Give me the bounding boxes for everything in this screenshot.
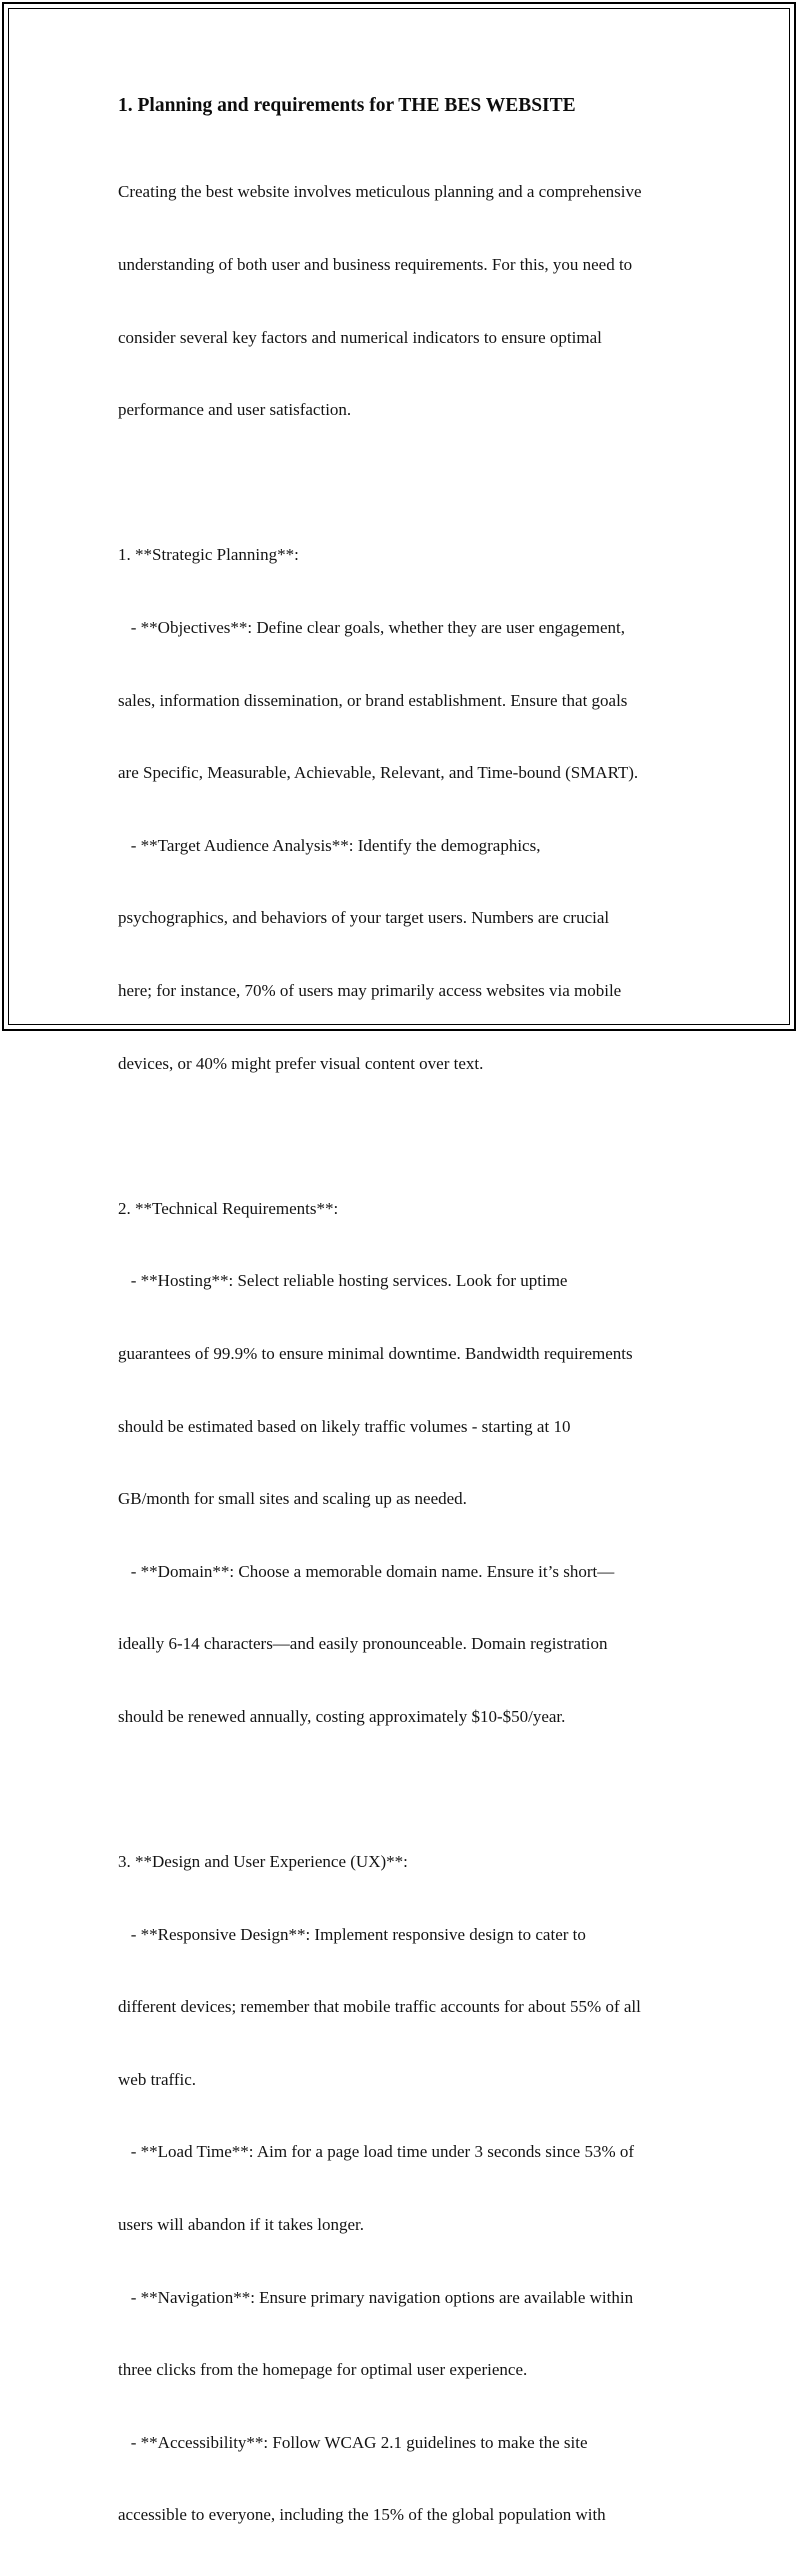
document-body	[118, 94, 708, 2576]
section-heading-design-ux: 3. **Design and User Experience (UX)**:	[118, 1852, 408, 1872]
section-heading-strategic-planning: 1. **Strategic Planning**:	[118, 545, 299, 565]
text-line: devices, or 40% might prefer visual content over text.	[118, 1053, 484, 1073]
text-line: - **Target Audience Analysis**: Identify the demographics,	[118, 835, 541, 855]
text-line: consider several key factors and numerical indicators to ensure optimal	[118, 327, 602, 347]
text-line: Creating the best website involves meticulous planning and a comprehensive	[118, 182, 642, 202]
text-line: - **Objectives**: Define clear goals, whether they are user engagement,	[118, 617, 625, 637]
text-line: are Specific, Measurable, Achievable, Relevant, and Time-bound (SMART).	[118, 763, 639, 783]
text-line: GB/month for small sites and scaling up as needed.	[118, 1489, 467, 1509]
text-line: should be estimated based on likely traffic volumes - starting at 10	[118, 1416, 571, 1436]
text-line: - **Responsive Design**: Implement responsive design to cater to	[118, 1924, 586, 1944]
blank-line	[118, 471, 708, 495]
text-line: performance and user satisfaction.	[118, 400, 352, 420]
text-line: three clicks from the homepage for optimal user experience.	[118, 2360, 528, 2380]
text-line: - **Domain**: Choose a memorable domain name. Ensure it’s short—	[118, 1561, 615, 1581]
text-line: accessible to everyone, including the 15% of the global population with	[118, 2505, 606, 2525]
text-line: web traffic.	[118, 2069, 197, 2089]
text-line: - **Accessibility**: Follow WCAG 2.1 guidelines to make the site	[118, 2432, 588, 2452]
text-line: psychographics, and behaviors of your target users. Numbers are crucial	[118, 908, 610, 928]
text-line: - **Navigation**: Ensure primary navigation options are available within	[118, 2287, 634, 2307]
text-line: should be renewed annually, costing approximately $10-$50/year.	[118, 1706, 566, 1726]
text-line: - **Load Time**: Aim for a page load time under 3 seconds since 53% of	[118, 2142, 635, 2162]
text-line: users will abandon if it takes longer.	[118, 2215, 364, 2235]
document-title: 1. Planning and requirements for THE BES WEBSITE	[118, 95, 576, 116]
document-text	[118, 132, 708, 2576]
text-line: understanding of both user and business requirements. For this, you need to	[118, 255, 633, 274]
text-line: guarantees of 99.9% to ensure minimal downtime. Bandwidth requirements	[118, 1343, 633, 1363]
text-line: sales, information dissemination, or brand establishment. Ensure that goals	[118, 690, 628, 710]
text-line: different devices; remember that mobile traffic accounts for about 55% of all	[118, 1997, 641, 2017]
blank-line	[118, 1777, 708, 1801]
text-line: here; for instance, 70% of users may primarily access websites via mobile	[118, 980, 622, 1000]
section-heading-technical-requirements: 2. **Technical Requirements**:	[118, 1198, 339, 1218]
text-line: - **Hosting**: Select reliable hosting services. Look for uptime	[118, 1271, 568, 1291]
blank-line	[118, 1124, 708, 1148]
text-line: ideally 6-14 characters—and easily pronounceable. Domain registration	[118, 1634, 608, 1654]
